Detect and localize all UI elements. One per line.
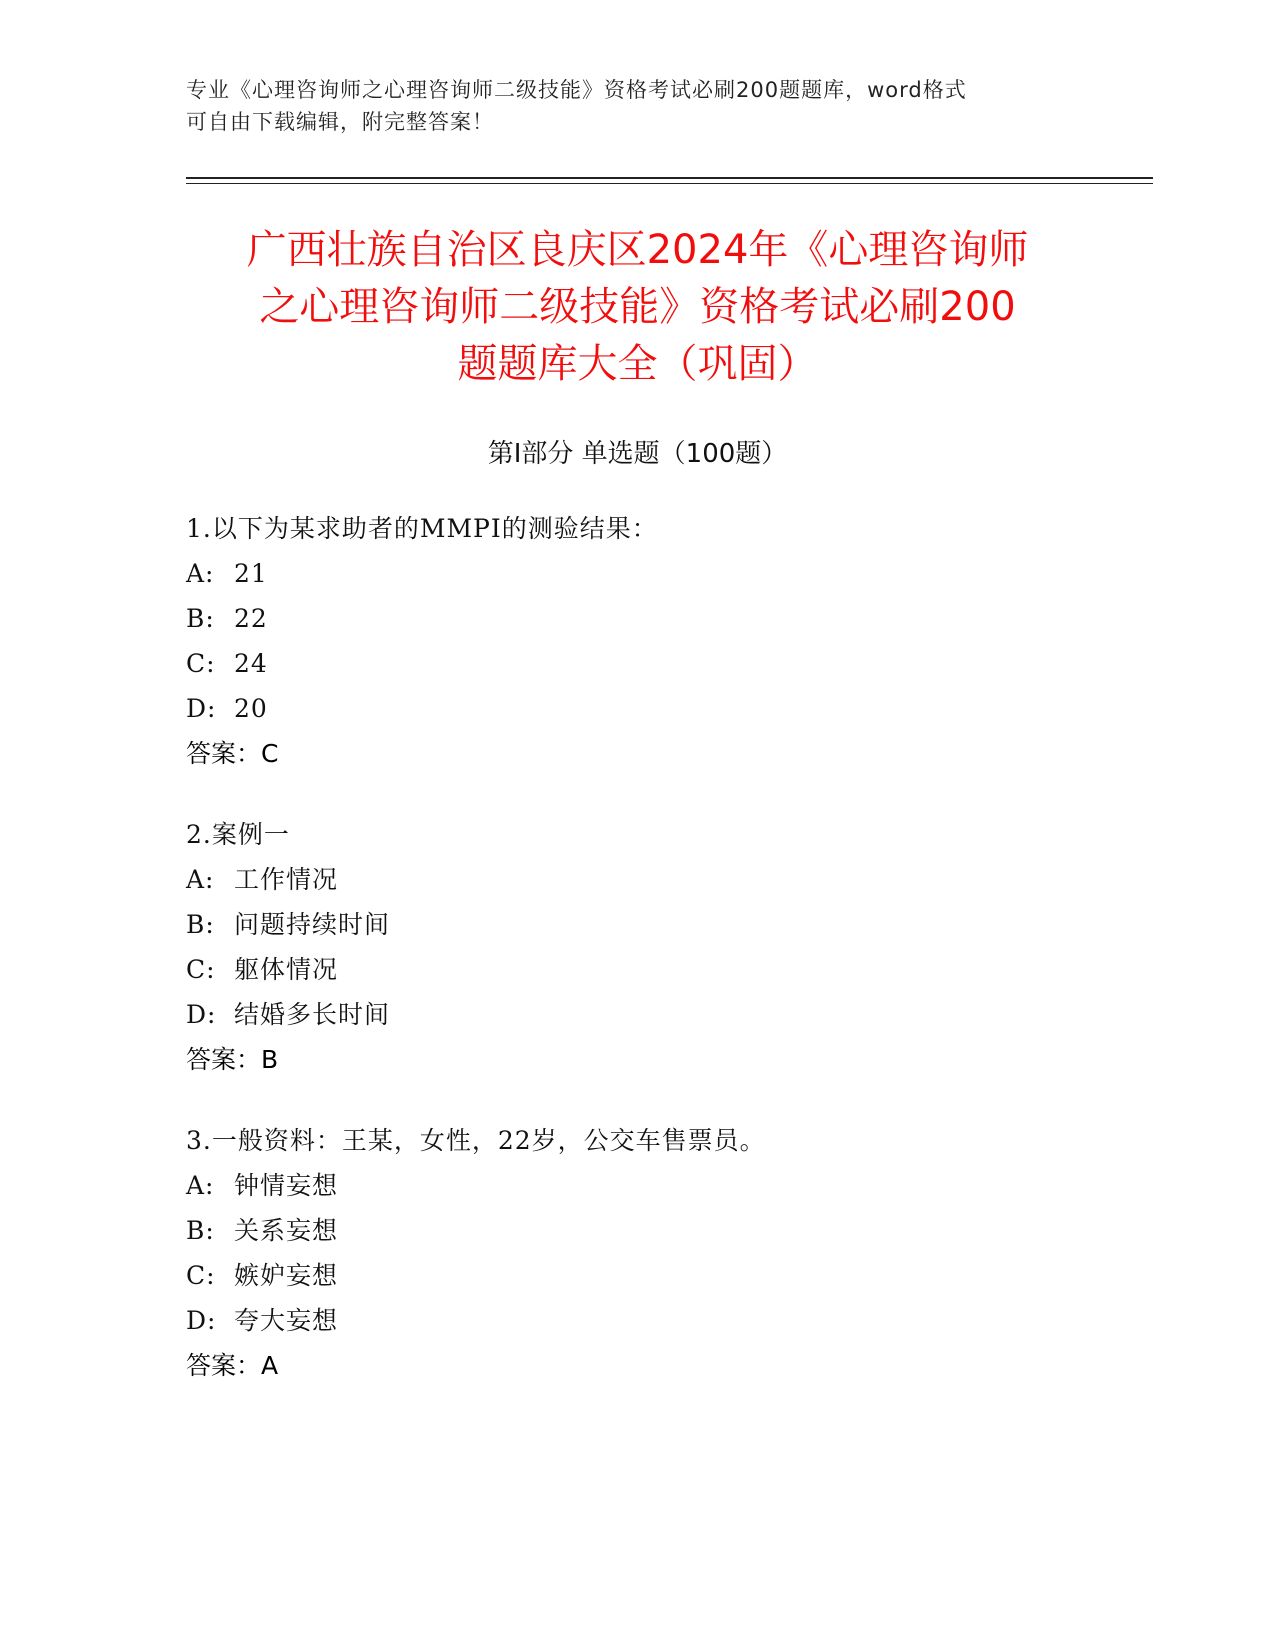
header-note bbox=[186, 74, 1086, 138]
option-letter: C: bbox=[186, 649, 216, 678]
option-text: 24 bbox=[234, 649, 268, 678]
section-heading: 第Ⅰ部分 单选题（100题） bbox=[487, 439, 788, 469]
question-stem: 2.案例一 bbox=[186, 820, 290, 849]
option-letter: A: bbox=[186, 1171, 215, 1200]
question-stem: 3.一般资料：王某，女性，22岁，公交车售票员。 bbox=[186, 1126, 766, 1155]
option-b bbox=[186, 596, 1086, 641]
option-text: 22 bbox=[234, 604, 268, 633]
option-c bbox=[186, 1253, 1086, 1298]
option-text: 20 bbox=[234, 694, 268, 723]
option-letter: A: bbox=[186, 559, 215, 588]
question-2 bbox=[186, 812, 1086, 1082]
answer: 答案：B bbox=[186, 1045, 279, 1074]
header-note-line-2: 可自由下载编辑，附完整答案！ bbox=[186, 110, 494, 134]
option-a bbox=[186, 1163, 1086, 1208]
option-text: 躯体情况 bbox=[234, 955, 339, 984]
option-text: 钟情妄想 bbox=[234, 1171, 339, 1200]
document-title-line-1: 广西壮族自治区良庆区2024年《心理咨询师 bbox=[246, 227, 1029, 273]
option-text: 关系妄想 bbox=[234, 1216, 339, 1245]
option-letter: B: bbox=[186, 910, 215, 939]
option-c bbox=[186, 641, 1086, 686]
option-text: 夸大妄想 bbox=[234, 1306, 339, 1335]
question-3 bbox=[186, 1118, 1086, 1388]
option-a bbox=[186, 551, 1086, 596]
answer: 答案：A bbox=[186, 1351, 279, 1380]
option-a bbox=[186, 857, 1086, 902]
option-letter: B: bbox=[186, 1216, 215, 1245]
document-title-line-3: 题题库大全（巩固） bbox=[457, 341, 818, 387]
option-letter: C: bbox=[186, 1261, 216, 1290]
question-stem: 1.以下为某求助者的MMPI的测验结果： bbox=[186, 514, 658, 543]
option-letter: D: bbox=[186, 1000, 217, 1029]
document-title bbox=[120, 222, 1155, 393]
document-title-line-2: 之心理咨询师二级技能》资格考试必刷200 bbox=[259, 284, 1016, 330]
option-d bbox=[186, 1298, 1086, 1343]
header-rule-thin bbox=[186, 183, 1153, 184]
option-text: 结婚多长时间 bbox=[234, 1000, 391, 1029]
option-text: 嫉妒妄想 bbox=[234, 1261, 339, 1290]
option-letter: D: bbox=[186, 1306, 217, 1335]
option-text: 工作情况 bbox=[234, 865, 339, 894]
option-letter: B: bbox=[186, 604, 215, 633]
header-rule-thick bbox=[186, 177, 1153, 179]
option-b bbox=[186, 902, 1086, 947]
header-note-line-1: 专业《心理咨询师之心理咨询师二级技能》资格考试必刷200题题库，word格式 bbox=[186, 78, 967, 102]
option-d bbox=[186, 686, 1086, 731]
option-d bbox=[186, 992, 1086, 1037]
answer: 答案：C bbox=[186, 739, 279, 768]
option-text: 问题持续时间 bbox=[234, 910, 391, 939]
option-letter: D: bbox=[186, 694, 217, 723]
question-1 bbox=[186, 506, 1086, 776]
option-c bbox=[186, 947, 1086, 992]
option-b bbox=[186, 1208, 1086, 1253]
option-letter: C: bbox=[186, 955, 216, 984]
option-letter: A: bbox=[186, 865, 215, 894]
option-text: 21 bbox=[234, 559, 268, 588]
